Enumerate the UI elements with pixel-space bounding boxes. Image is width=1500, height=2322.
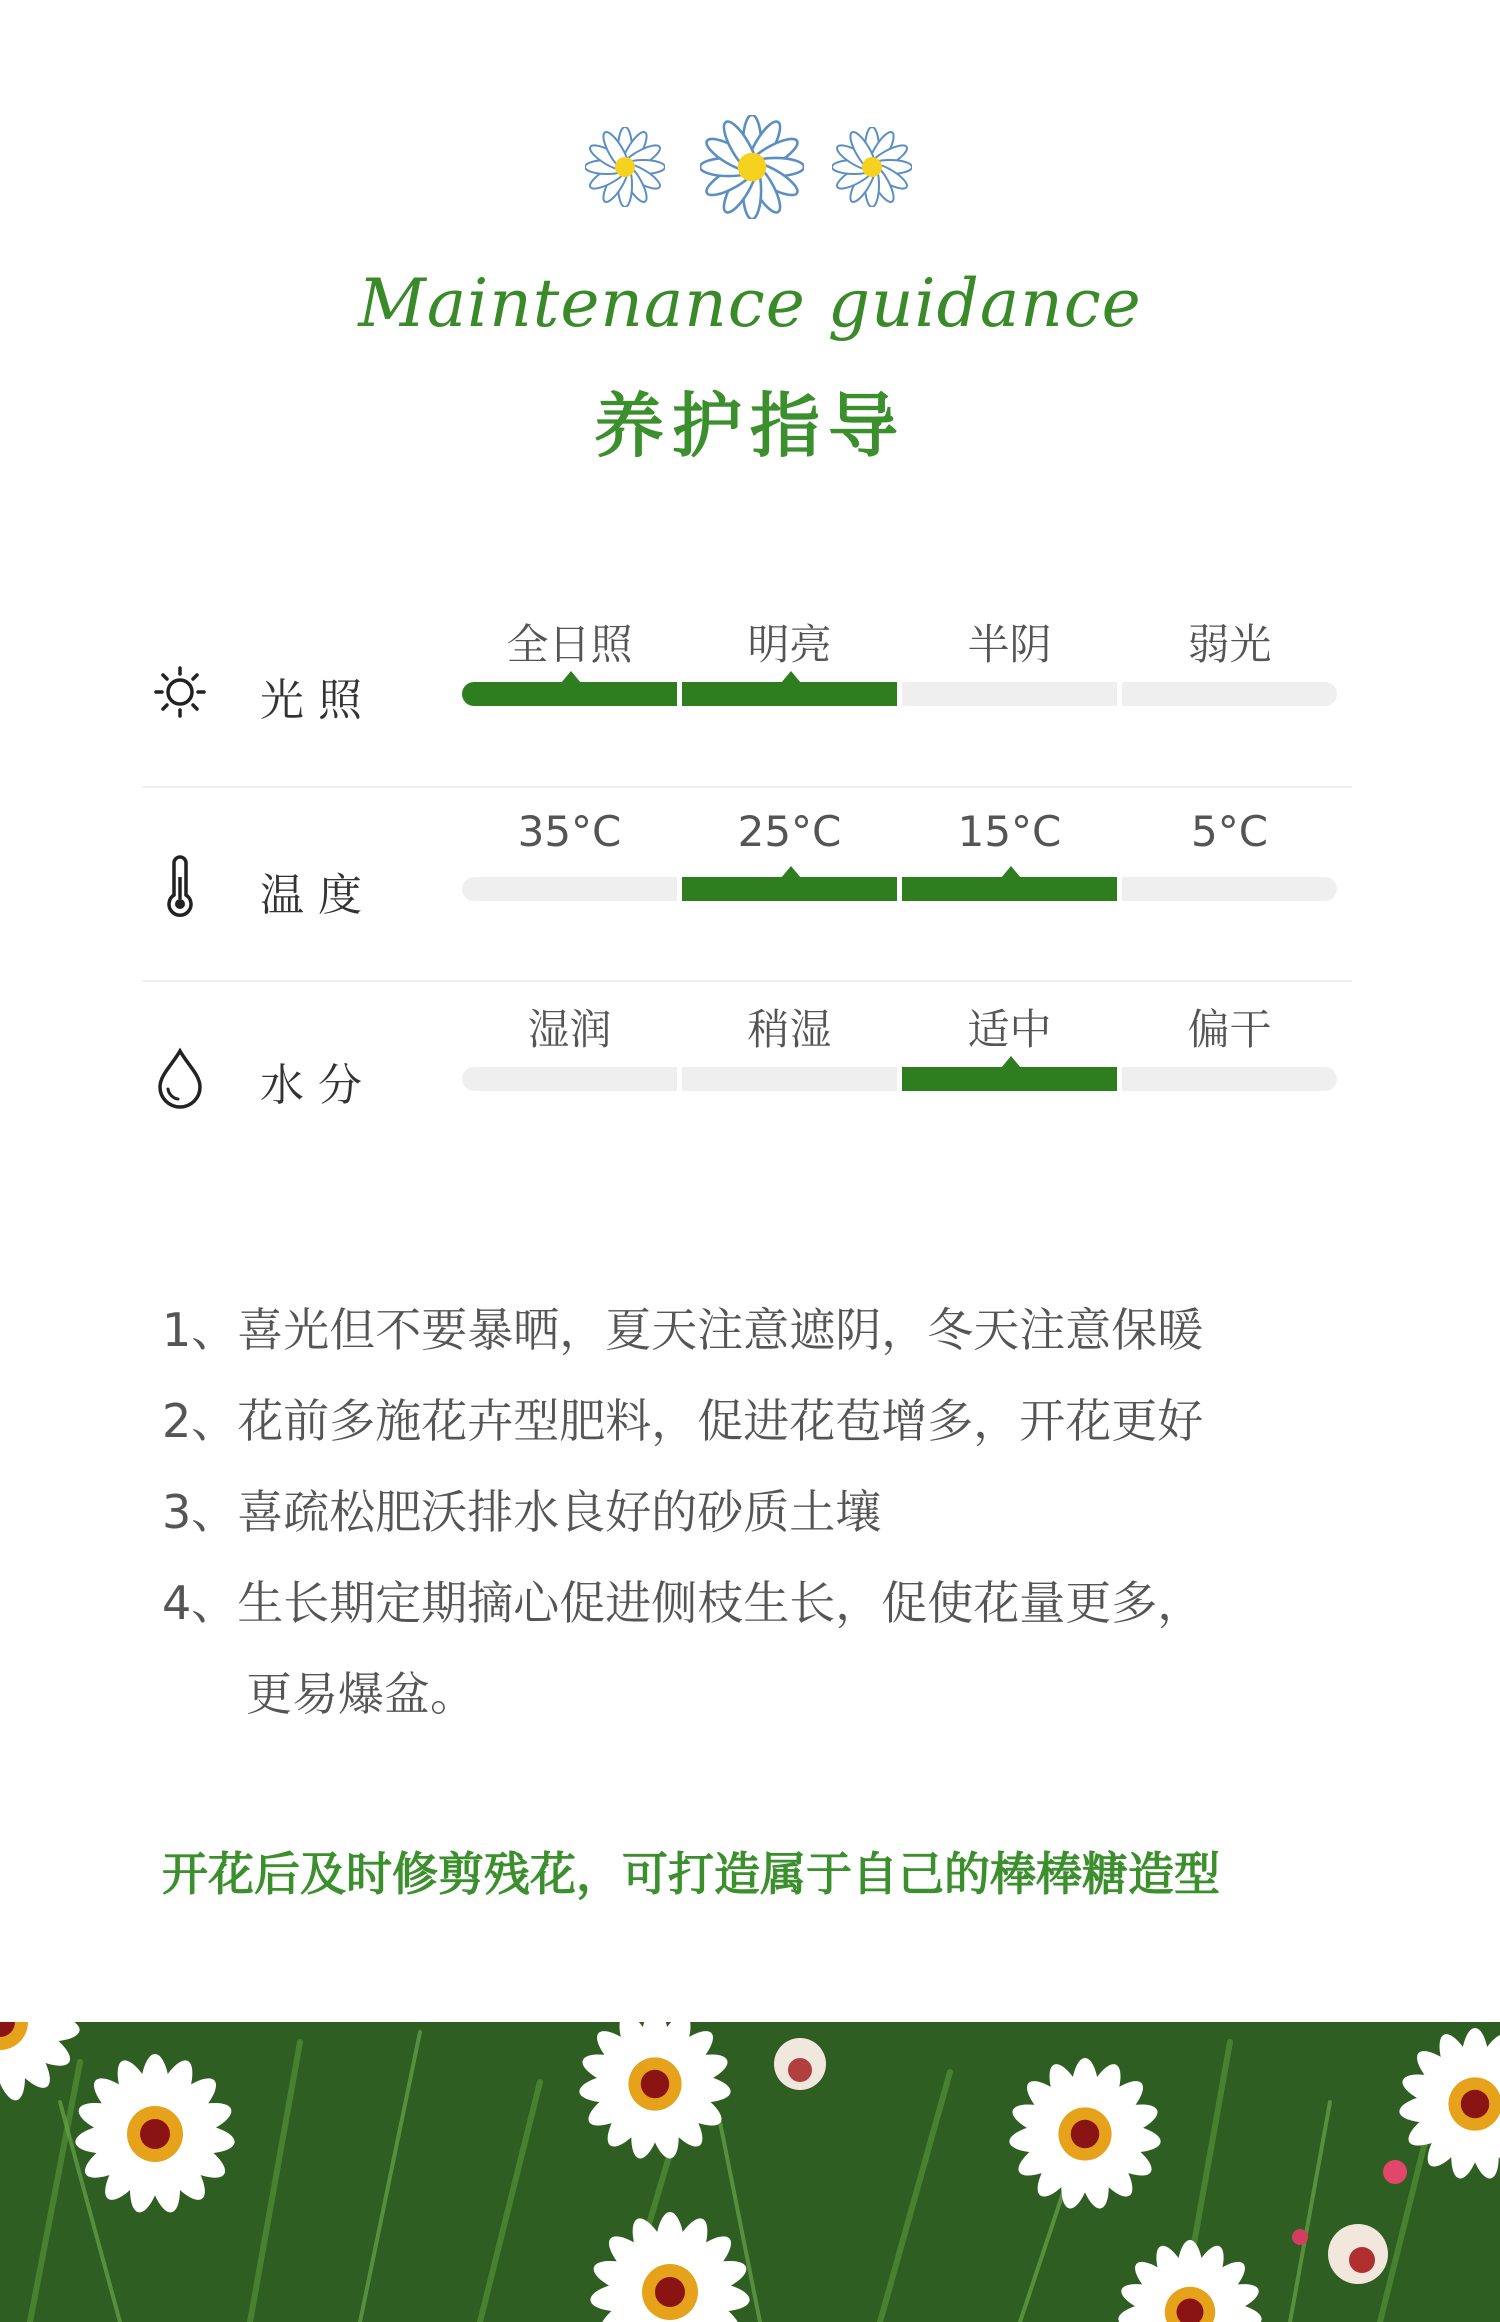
level-segment xyxy=(902,682,1117,706)
note-line: 1、喜光但不要暴晒，夏天注意遮阴，冬天注意保暖 xyxy=(162,1303,1204,1357)
level-segment xyxy=(462,682,677,706)
level-label: 弱光 xyxy=(1187,620,1272,669)
level-label: 适中 xyxy=(967,1005,1052,1054)
daisy-flowers-photo xyxy=(0,2022,1500,2322)
page-title: 养护指导 xyxy=(594,385,906,467)
level-label: 偏干 xyxy=(1187,1005,1272,1054)
row-divider xyxy=(142,980,1352,982)
level-marker xyxy=(561,671,581,683)
note-line: 3、喜疏松肥沃排水良好的砂质土壤 xyxy=(162,1485,882,1539)
daisy-photo-drawing xyxy=(0,2022,1500,2322)
level-label: 稍湿 xyxy=(747,1005,832,1054)
sun-icon xyxy=(152,660,208,724)
script-title: Maintenance guidance xyxy=(358,265,1142,342)
care-row-light xyxy=(140,600,1350,790)
row-label: 温度 xyxy=(260,870,376,921)
note-line: 更易爆盆。 xyxy=(246,1667,476,1721)
level-label: 15°C xyxy=(957,807,1062,856)
row-label: 光照 xyxy=(260,675,376,726)
level-segment xyxy=(682,877,897,901)
row-label: 水分 xyxy=(260,1060,376,1111)
daisy-icon xyxy=(585,127,665,207)
level-segment xyxy=(682,1067,897,1091)
level-label: 5°C xyxy=(1190,807,1269,856)
care-row-temperature xyxy=(140,795,1350,985)
level-marker xyxy=(781,866,801,878)
level-label: 35°C xyxy=(517,807,622,856)
care-notes xyxy=(162,1285,1362,1740)
level-label: 湿润 xyxy=(527,1005,612,1054)
level-segment xyxy=(902,877,1117,901)
level-segment xyxy=(1122,1067,1337,1091)
daisy-icon xyxy=(832,127,912,207)
water-drop-icon xyxy=(152,1045,208,1109)
level-marker xyxy=(1001,1056,1021,1068)
pruning-tip: 开花后及时修剪残花，可打造属于自己的棒棒糖造型 xyxy=(162,1847,1220,1901)
level-marker xyxy=(1001,866,1021,878)
level-label: 25°C xyxy=(737,807,842,856)
level-label: 全日照 xyxy=(506,620,633,669)
daisy-icon xyxy=(700,115,804,219)
care-row-water xyxy=(140,985,1350,1175)
level-segment xyxy=(902,1067,1117,1091)
level-segment xyxy=(1122,877,1337,901)
note-line: 4、生长期定期摘心促进侧枝生长，促使花量更多， xyxy=(162,1576,1204,1630)
level-segment xyxy=(462,877,677,901)
thermometer-icon xyxy=(152,855,208,919)
level-label: 半阴 xyxy=(967,620,1052,669)
level-segment xyxy=(462,1067,677,1091)
level-label: 明亮 xyxy=(747,620,832,669)
level-marker xyxy=(781,671,801,683)
note-line: 2、花前多施花卉型肥料，促进花苞增多，开花更好 xyxy=(162,1394,1204,1448)
daisy-decoration xyxy=(0,105,1500,230)
row-divider xyxy=(142,786,1352,788)
level-segment xyxy=(682,682,897,706)
level-segment xyxy=(1122,682,1337,706)
